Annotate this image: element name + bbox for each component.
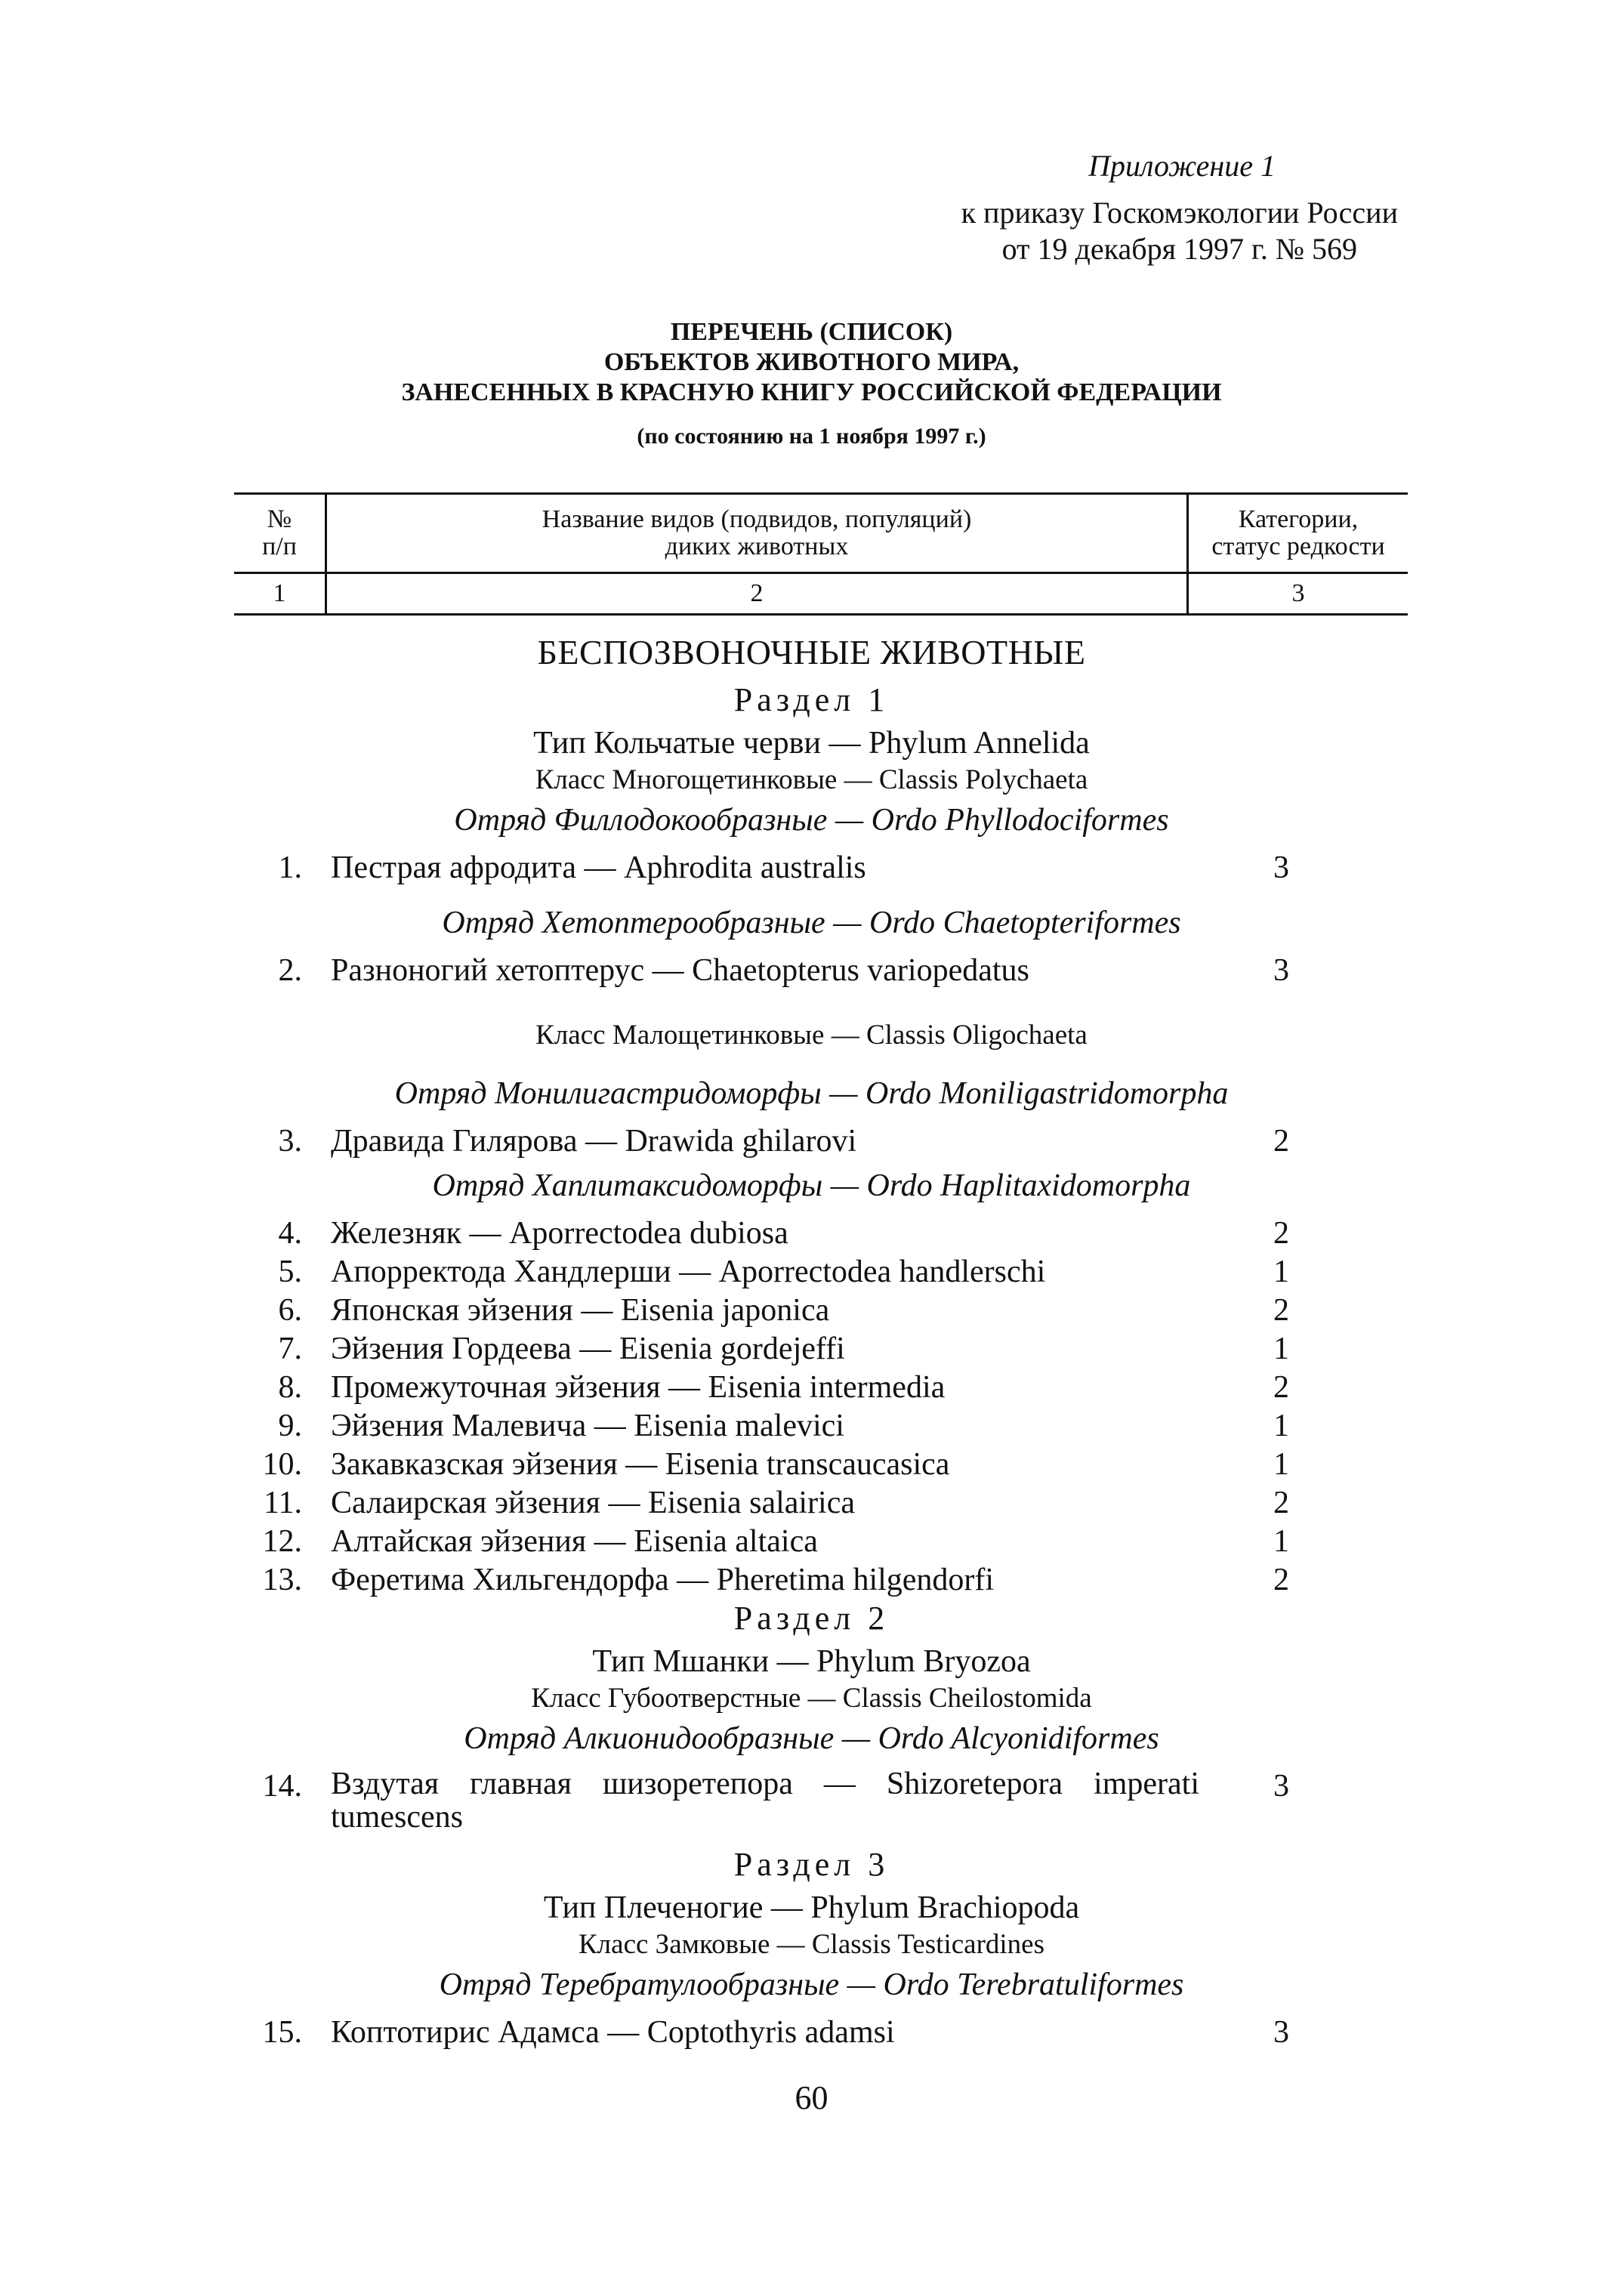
list-item xyxy=(0,1369,1623,1407)
item-name: Феретима Хильгендорфа — Pheretima hilgendorfi xyxy=(331,1563,995,1597)
item-name: Вздутая главная шизоретепора — Shizoretepora imperati tumescens xyxy=(331,1767,1199,1835)
order-heading: Отряд Алкионидообразные — Ordo Alcyonidiformes xyxy=(464,1721,1159,1756)
section-heading: Раздел 3 xyxy=(733,1846,890,1883)
item-name: Разноногий хетоптерус — Chaetopterus variopedatus xyxy=(331,953,1029,988)
item-number: 9. xyxy=(278,1409,302,1443)
species-list xyxy=(0,624,1623,2051)
item-category: 1 xyxy=(1273,1447,1289,1482)
header-col-index-2: 2 xyxy=(326,573,1188,615)
order-heading: Отряд Филлодокообразные — Ordo Phyllodociformes xyxy=(454,803,1169,838)
appendix-label: Приложение 1 xyxy=(1088,149,1276,183)
item-number: 5. xyxy=(278,1254,302,1289)
order-heading: Отряд Монилигастридоморфы — Ordo Moniligastridomorpha xyxy=(394,1076,1229,1111)
item-name: Эйзения Малевича — Eisenia malevici xyxy=(331,1409,844,1443)
list-item xyxy=(0,1407,1623,1446)
header-col-index-3: 3 xyxy=(1188,573,1409,615)
list-item xyxy=(0,1523,1623,1561)
item-name: Салаирская эйзения — Eisenia salairica xyxy=(331,1486,856,1520)
table-header xyxy=(234,492,1408,616)
phylum-heading: Тип Кольчатые черви — Phylum Annelida xyxy=(533,726,1090,761)
item-category: 3 xyxy=(1273,850,1289,885)
item-number: 14. xyxy=(262,1769,302,1804)
item-name: Эйзения Гордеева — Eisenia gordejeffi xyxy=(331,1332,845,1366)
title-line-3: ЗАНЕСЕННЫХ В КРАСНУЮ КНИГУ РОССИЙСКОЙ ФЕДЕРАЦИИ xyxy=(401,378,1222,406)
class-heading: Класс Губоотверстные — Classis Cheilostomida xyxy=(531,1683,1092,1714)
title-line-2: ОБЪЕКТОВ ЖИВОТНОГО МИРА, xyxy=(603,348,1020,376)
item-category: 1 xyxy=(1273,1524,1289,1559)
item-name: Железняк — Aporrectodea dubiosa xyxy=(331,1216,788,1251)
item-category: 1 xyxy=(1273,1409,1289,1443)
list-item xyxy=(0,2014,1623,2051)
order-heading: Отряд Хаплитаксидоморфы — Ordo Haplitaxidomorpha xyxy=(432,1168,1191,1203)
item-category: 2 xyxy=(1273,1370,1289,1405)
order-heading: Отряд Теребратулообразные — Ordo Terebratuliformes xyxy=(439,1967,1184,2002)
item-category: 2 xyxy=(1273,1216,1289,1251)
list-item xyxy=(0,1214,1623,1253)
class-heading: Класс Замковые — Classis Testicardines xyxy=(579,1929,1044,1960)
header-col-index-1: 1 xyxy=(234,573,326,615)
order-line-2: от 19 декабря 1997 г. № 569 xyxy=(1001,232,1358,266)
item-name: Дравида Гилярова — Drawida ghilarovi xyxy=(331,1124,857,1159)
page-number: 60 xyxy=(795,2079,828,2116)
item-category: 3 xyxy=(1273,953,1289,988)
phylum-heading: Тип Плеченогие — Phylum Brachiopoda xyxy=(543,1890,1080,1925)
item-category: 3 xyxy=(1273,2015,1289,2050)
item-number: 8. xyxy=(278,1370,302,1405)
list-item xyxy=(0,1484,1623,1523)
phylum-heading: Тип Мшанки — Phylum Bryozoa xyxy=(592,1644,1031,1679)
list-item xyxy=(0,1561,1623,1600)
item-name: Японская эйзения — Eisenia japonica xyxy=(331,1293,830,1328)
item-number: 13. xyxy=(262,1563,302,1597)
item-name: Закавказская эйзения — Eisenia transcaucasica xyxy=(331,1447,950,1482)
header-col-category: Категории, статус редкости xyxy=(1211,505,1385,560)
item-number: 10. xyxy=(262,1447,302,1482)
title-as-of-date: (по состоянию на 1 ноября 1997 г.) xyxy=(637,424,986,449)
item-number: 12. xyxy=(262,1524,302,1559)
order-line-1: к приказу Госкомэкологии России xyxy=(961,196,1398,230)
list-item xyxy=(0,1122,1623,1160)
header-col-number: № п/п xyxy=(234,494,326,573)
item-name: Промежуточная эйзения — Eisenia intermedia xyxy=(331,1370,946,1405)
order-reference xyxy=(961,195,1398,267)
item-number: 6. xyxy=(278,1293,302,1328)
list-item xyxy=(0,1292,1623,1330)
item-number: 4. xyxy=(278,1216,302,1251)
section-heading: Раздел 2 xyxy=(733,1600,890,1637)
list-item xyxy=(0,952,1623,989)
list-item xyxy=(0,1253,1623,1292)
item-category: 2 xyxy=(1273,1293,1289,1328)
item-category: 3 xyxy=(1273,1769,1289,1804)
item-category: 1 xyxy=(1273,1332,1289,1366)
list-item xyxy=(0,849,1623,887)
item-number: 2. xyxy=(278,953,302,988)
document-title xyxy=(0,317,1623,452)
item-number: 15. xyxy=(262,2015,302,2050)
list-item xyxy=(0,1330,1623,1369)
item-category: 2 xyxy=(1273,1486,1289,1520)
item-number: 11. xyxy=(264,1486,302,1520)
item-number: 7. xyxy=(278,1332,302,1366)
item-name: Апорректода Хандлерши — Aporrectodea handlerschi xyxy=(331,1254,1046,1289)
item-number: 3. xyxy=(278,1124,302,1159)
item-name: Алтайская эйзения — Eisenia altaica xyxy=(331,1524,818,1559)
header-col-name: Название видов (подвидов, популяций) диких животных xyxy=(326,494,1188,573)
list-item xyxy=(0,1767,1623,1840)
item-category: 2 xyxy=(1273,1563,1289,1597)
order-heading: Отряд Хетоптерообразные — Ordo Chaetopteriformes xyxy=(442,906,1181,940)
section-heading: Раздел 1 xyxy=(733,681,890,718)
item-category: 1 xyxy=(1273,1254,1289,1289)
item-number: 1. xyxy=(278,850,302,885)
group-title: БЕСПОЗВОНОЧНЫЕ ЖИВОТНЫЕ xyxy=(537,633,1086,671)
item-name: Коптотирис Адамса — Coptothyris adamsi xyxy=(331,2015,895,2050)
class-heading: Класс Многощетинковые — Classis Polychaeta xyxy=(535,764,1088,795)
title-line-1: ПЕРЕЧЕНЬ (СПИСОК) xyxy=(670,318,953,346)
class-heading: Класс Малощетинковые — Classis Oligochaeta xyxy=(535,1020,1088,1051)
list-item xyxy=(0,1446,1623,1484)
item-category: 2 xyxy=(1273,1124,1289,1159)
item-name: Пестрая афродита — Aphrodita australis xyxy=(331,850,866,885)
